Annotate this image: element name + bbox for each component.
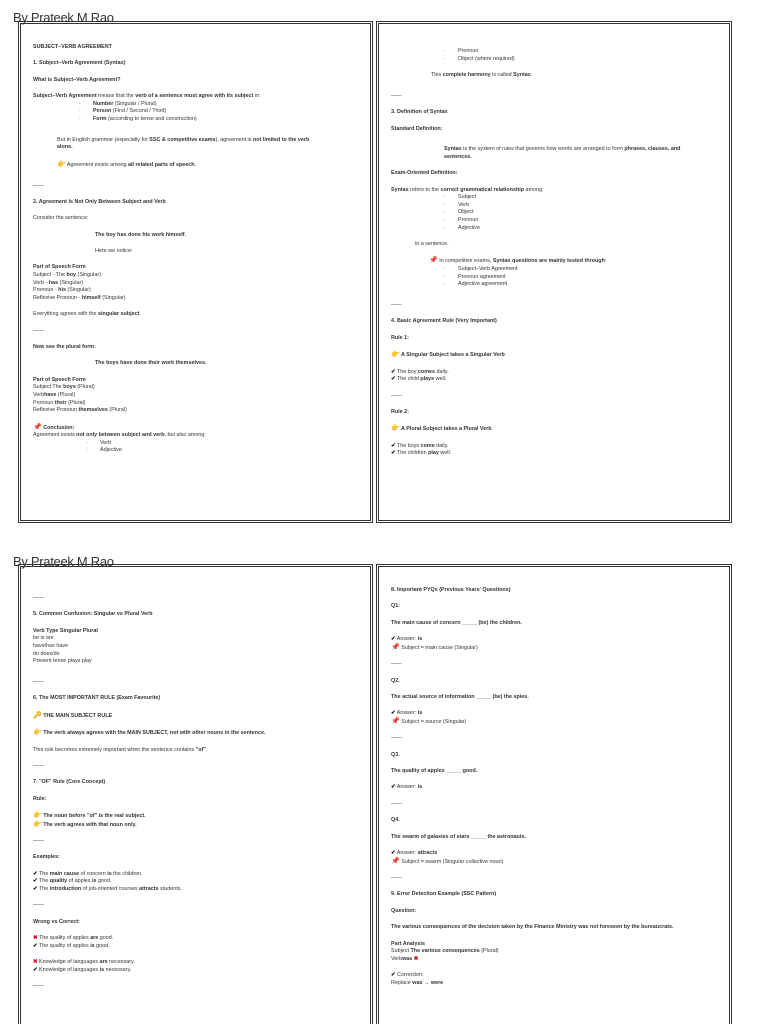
sub-heading: Exam-Oriented Definition: [391,170,458,177]
section-heading: 9. Error Detection Example (SSC Pattern) [391,891,497,898]
example-item: ✔ The boy comes daily. [391,368,449,375]
sub-heading: Standard Definition: [391,125,443,132]
divider: —— [33,902,44,909]
pushpin-icon: 📌 [391,717,400,725]
check-icon: ✔ [391,636,396,643]
list-item: · Number (Singular / Plural) [79,100,157,107]
check-icon: ✔ [391,784,396,791]
check-icon: ✔ [33,878,38,885]
page-2-right-panel [376,564,732,1024]
divider: —— [391,92,402,99]
answer-note: 📌 Subject = swarm (Singular collective noun) [391,857,504,865]
cross-icon: ✖ [33,935,38,942]
divider: —— [33,983,44,990]
check-icon: ✔ [391,710,396,717]
check-icon: ✔ [33,966,38,973]
question-text: The actual source of information _____ (be) the spies. [391,693,529,700]
pushpin-icon: 📌 [429,257,438,265]
divider: —— [33,838,44,845]
divider: —— [33,595,44,601]
section-heading: 5. Common Confusion: Singular vs Plural Verb [33,611,153,618]
divider: —— [391,875,402,882]
question-label: Q1: [391,603,400,610]
section-heading: 2. Agreement Is Not Only Between Subject and Verb [33,198,166,205]
list-item: · Object [444,209,474,216]
table-row: Subject - The boy (Singular) [33,272,101,279]
doc-title: SUBJECT–VERB AGREEMENT [33,44,112,50]
sub-heading: Examples: [33,854,60,861]
author-header-2: By Prateek M Rao [13,554,114,569]
divider: —— [391,735,402,742]
check-icon: ✔ [33,886,38,893]
key-icon: 🔑 [33,711,42,719]
table-header: Part Analysis [391,940,425,947]
list-item: · Verb [86,439,112,446]
answer-line: ✔ Correction: [391,972,424,979]
check-icon: ✔ [33,942,38,949]
example-item: ✔ The quality of apples is good. [33,942,110,949]
example-item: ✖ The quality of apples are good. [33,935,114,942]
paragraph: Consider the sentence: [33,215,89,222]
table-row: Subject The boys (Plural) [33,384,95,391]
table-row: Reflexive Pronoun - himself (Singular) [33,294,126,301]
pointing-hand-icon: 👉 [391,425,400,433]
pushpin-icon: 📌 [391,643,400,651]
check-icon: ✔ [391,850,396,857]
table-row: Pronoun - his (Singular) [33,287,91,294]
paragraph: in a sentence. [415,241,449,248]
example-item: ✔ The introduction of job-oriented courses attracts students. [33,886,182,893]
pushpin-icon: 📌 [33,423,42,431]
question-label: Q2. [391,677,400,684]
question-text: The main cause of concern _____ (be) the children. [391,619,522,626]
page-2-left-panel [18,564,373,1024]
list-item: · Pronoun agreement [444,273,506,280]
list-item: · Form (according to tense and construction) [79,115,197,122]
rule-text: 👉 The noun before "of" is the real subject. [33,812,146,820]
paragraph: But in English grammar (especially for SSC & competitive exams), agreement is not limited to the verb [57,136,310,143]
tip-line: 👉 Agreement exists among all related parts of speech. [57,160,197,168]
check-icon: ✔ [391,450,396,457]
list-item: · Adjective agreement [444,281,508,288]
cross-icon: ✖ [33,959,38,966]
example-sentence: The boy has done his work himself. [95,231,187,238]
answer-line: ✔ Answer: is [391,710,423,717]
paragraph: This complete harmony is called Syntax. [431,71,533,78]
section-heading: 8. Important PYQs (Previous Years' Questions) [391,587,511,593]
answer-note: 📌 Subject = source (Singular) [391,717,467,725]
question-text: The quality of apples _____ good. [391,768,478,775]
paragraph: Syntax is the system of rules that governs how words are arranged to form phrases, clauses, and [444,146,681,153]
cross-icon: ✖ [413,955,419,962]
rule-label: Rule: [33,795,47,802]
pointing-hand-icon: 👉 [57,160,66,168]
table-row: Pronoun their (Plural) [33,399,86,406]
list-item: · Object (where required) [444,55,515,62]
table-row: Verb - has (Singular) [33,279,84,286]
divider: —— [391,800,402,807]
divider: —— [391,302,402,309]
paragraph: alone. [57,144,73,151]
section-heading: 4. Basic Agreement Rule (Very Important) [391,318,497,325]
table-row: Reflexive Pronoun themselves (Plural) [33,407,127,414]
rule-label: Rule 1: [391,334,409,341]
paragraph: Now see the plural form: [33,344,96,350]
sub-heading: Question: [391,907,417,914]
divider: —— [33,678,44,685]
table-row: Subject The various consequences (Plural) [391,948,499,955]
table-row: have/has have [33,642,69,649]
tip-line: 📌 In competitive exams, Syntax questions are mainly tested through: [429,257,607,265]
paragraph: Syntax refers to the correct grammatical relationship among: [391,186,544,193]
sub-heading: Wrong vs Correct: [33,918,80,925]
rule-text: 👉 A Singular Subject takes a Singular Verb [391,351,505,359]
check-icon: ✔ [391,442,396,449]
paragraph: Subject–Verb Agreement means that the verb of a sentence must agree with its subject in: [33,93,261,100]
rule-label: Rule 2: [391,408,409,415]
paragraph: sentences. [444,153,472,160]
answer-line: ✔ Answer: is [391,636,423,643]
example-item: ✔ The main cause of concern is the children. [33,870,143,877]
question-heading: What is Subject–Verb Agreement? [33,76,121,83]
example-item: ✖ Knowledge of languages are necessary. [33,959,135,966]
check-icon: ✔ [391,368,396,375]
rule-text: 👉 The verb always agrees with the MAIN SUBJECT, not with other nouns in the sentence. [33,729,266,737]
paragraph: Here we notice: [95,248,133,255]
list-item: · Pronoun [444,48,479,54]
divider: —— [33,327,44,334]
example-sentence: The boys have done their work themselves. [95,360,207,367]
example-item: ✔ The quality of apples is good. [33,878,112,885]
section-heading: 3. Definition of Syntax [391,109,448,116]
question-text: The swarm of galaxies of stars _____ the astronauts. [391,833,527,840]
list-item: · Person (First / Second / Third) [79,108,167,115]
page-1-right-panel [376,21,732,523]
table-header: Verb Type Singular Plural [33,627,98,634]
question-label: Q4. [391,817,400,824]
list-item: · Adjective [86,447,122,454]
table-row: do does/do [33,650,60,657]
table-row: Verbwas ✖ [391,955,419,962]
check-icon: ✔ [33,870,38,877]
paragraph: Everything agrees with the singular subject. [33,311,141,318]
divider: —— [33,182,44,189]
list-item: · Subject–Verb Agreement [444,266,518,273]
rule-text: 👉 The verb agrees with that noun only. [33,820,137,828]
section-heading: 6. The MOST IMPORTANT RULE (Exam Favourite) [33,695,161,702]
list-item: · Adjective [444,224,480,231]
pushpin-icon: 📌 [391,857,400,865]
table-row: be is are [33,635,54,642]
example-item: ✔ Knowledge of languages is necessary. [33,966,132,973]
check-icon: ✔ [391,376,396,383]
paragraph: Agreement exists not only between subject and verb, but also among: [33,432,206,439]
example-item: ✔ The child plays well. [391,376,447,383]
pointing-hand-icon: 👉 [33,812,42,820]
answer-line: ✔ Answer: attracts [391,850,438,857]
list-item: · Subject [444,194,476,201]
divider: —— [391,392,402,399]
answer-line: ✔ Answer: is [391,784,423,791]
list-item: · Pronoun [444,217,479,224]
rule-title: 🔑 THE MAIN SUBJECT RULE [33,711,113,719]
example-item: ✔ The boys come daily. [391,442,449,449]
table-header: Part of Speech Form [33,376,86,383]
question-text: The various consequences of the decision taken by the Finance Ministry was not foreseen by the bureaucrats. [391,924,674,931]
divider: —— [391,661,402,668]
conclusion-heading: 📌 Conclusion: [33,423,75,431]
section-heading: 7. "OF" Rule (Core Concept) [33,779,106,786]
answer-note: 📌 Subject = main cause (Singular) [391,643,478,651]
paragraph: This rule becomes extremely important when the sentence contains "of". [33,746,208,753]
pointing-hand-icon: 👉 [33,729,42,737]
author-header-1: By Prateek M Rao [13,10,114,25]
divider: —— [33,762,44,769]
rule-text: 👉 A Plural Subject takes a Plural Verb [391,425,492,433]
pointing-hand-icon: 👉 [391,351,400,359]
check-icon: ✔ [391,972,396,979]
table-header: Part of Speech Form [33,264,86,271]
list-item: · Verb [444,201,470,208]
page-1-left-panel [18,21,373,523]
pointing-hand-icon: 👉 [33,820,42,828]
answer-note: Replace was → were [391,979,444,986]
section-heading: 1. Subject–Verb Agreement (Syntax) [33,60,126,67]
question-label: Q3. [391,751,400,758]
table-row: Present tense plays play [33,658,92,665]
example-item: ✔ The children play well. [391,450,452,457]
table-row: Verbhave (Plural) [33,391,76,398]
